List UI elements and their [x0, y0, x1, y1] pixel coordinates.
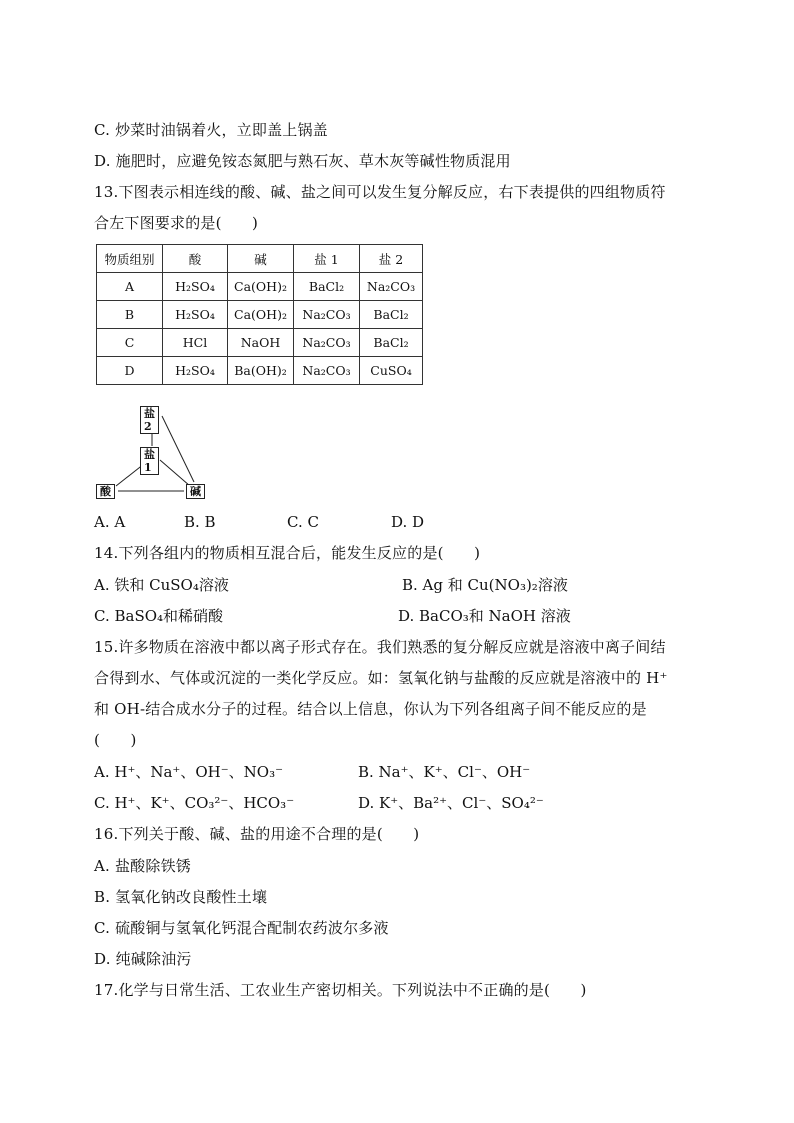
q15-stem-4: ( ) [94, 731, 137, 749]
table-cell: C [97, 329, 163, 357]
q16-option-d: D. 纯碱除油污 [94, 950, 192, 968]
q13-stem-1: 13.下图表示相连线的酸、碱、盐之间可以发生复分解反应，右下表提供的四组物质符 [94, 183, 666, 201]
table-cell: BaCl₂ [294, 273, 360, 301]
table-row [97, 329, 423, 357]
q15-option-d: D. K⁺、Ba²⁺、Cl⁻、SO₄²⁻ [358, 794, 544, 812]
table-cell: H₂SO₄ [163, 357, 228, 385]
q14-option-d: D. BaCO₃和 NaOH 溶液 [398, 607, 571, 625]
q13-option-b: B. B [184, 513, 216, 531]
table-cell: A [97, 273, 163, 301]
table-row [97, 301, 423, 329]
q13-option-c: C. C [287, 513, 319, 531]
table-cell: Na₂CO₃ [294, 301, 360, 329]
option-d-line: D. 施肥时，应避免铵态氮肥与熟石灰、草木灰等碱性物质混用 [94, 152, 511, 170]
q16-option-a: A. 盐酸除铁锈 [94, 857, 191, 875]
q14-option-b: B. Ag 和 Cu(NO₃)₂溶液 [402, 576, 568, 594]
q14-option-c: C. BaSO₄和稀硝酸 [94, 607, 224, 625]
table-cell: Na₂CO₃ [294, 329, 360, 357]
q15-option-a: A. H⁺、Na⁺、OH⁻、NO₃⁻ [94, 763, 284, 781]
table-row [97, 273, 423, 301]
table-cell: Na₂CO₃ [360, 273, 423, 301]
table-cell: H₂SO₄ [163, 301, 228, 329]
acid-node: 酸 [96, 484, 115, 499]
q15-stem-1: 15.许多物质在溶液中都以离子形式存在。我们熟悉的复分解反应就是溶液中离子间结 [94, 638, 666, 656]
table-header: 碱 [228, 245, 294, 273]
q15-stem-2: 合得到水、气体或沉淀的一类化学反应。如：氢氧化钠与盐酸的反应就是溶液中的 H⁺ [94, 669, 668, 687]
salt2-node: 盐2 [140, 406, 159, 434]
table-cell: HCl [163, 329, 228, 357]
table-header-row [97, 245, 423, 273]
table-cell: B [97, 301, 163, 329]
table-cell: BaCl₂ [360, 301, 423, 329]
q13-option-a: A. A [94, 513, 126, 531]
q16-stem: 16.下列关于酸、碱、盐的用途不合理的是( ) [94, 825, 420, 843]
table-header: 盐 2 [360, 245, 423, 273]
q15-stem-3: 和 OH-结合成水分子的过程。结合以上信息，你认为下列各组离子间不能反应的是 [94, 700, 647, 718]
table-cell: NaOH [228, 329, 294, 357]
table-cell: CuSO₄ [360, 357, 423, 385]
q15-option-c: C. H⁺、K⁺、CO₃²⁻、HCO₃⁻ [94, 794, 295, 812]
q15-option-b: B. Na⁺、K⁺、Cl⁻、OH⁻ [358, 763, 531, 781]
table-cell: H₂SO₄ [163, 273, 228, 301]
option-c-line: C. 炒菜时油锅着火，立即盖上锅盖 [94, 121, 328, 139]
table-cell: D [97, 357, 163, 385]
table-cell: BaCl₂ [360, 329, 423, 357]
q14-option-a: A. 铁和 CuSO₄溶液 [94, 576, 229, 594]
salt1-node: 盐1 [140, 447, 159, 475]
table-row [97, 357, 423, 385]
table-cell: Ba(OH)₂ [228, 357, 294, 385]
table-cell: Ca(OH)₂ [228, 273, 294, 301]
table-cell: Na₂CO₃ [294, 357, 360, 385]
table-header: 物质组别 [97, 245, 163, 273]
table-cell: Ca(OH)₂ [228, 301, 294, 329]
q16-option-b: B. 氢氧化钠改良酸性土壤 [94, 888, 268, 906]
substance-group-table [96, 244, 423, 385]
q13-stem-2: 合左下图要求的是( ) [94, 214, 259, 232]
q14-stem: 14.下列各组内的物质相互混合后，能发生反应的是( ) [94, 544, 481, 562]
q13-option-d: D. D [391, 513, 425, 531]
table-header: 酸 [163, 245, 228, 273]
base-node: 碱 [186, 484, 205, 499]
table-header: 盐 1 [294, 245, 360, 273]
q16-option-c: C. 硫酸铜与氢氧化钙混合配制农药波尔多液 [94, 919, 389, 937]
q17-stem: 17.化学与日常生活、工农业生产密切相关。下列说法中不正确的是( ) [94, 981, 587, 999]
